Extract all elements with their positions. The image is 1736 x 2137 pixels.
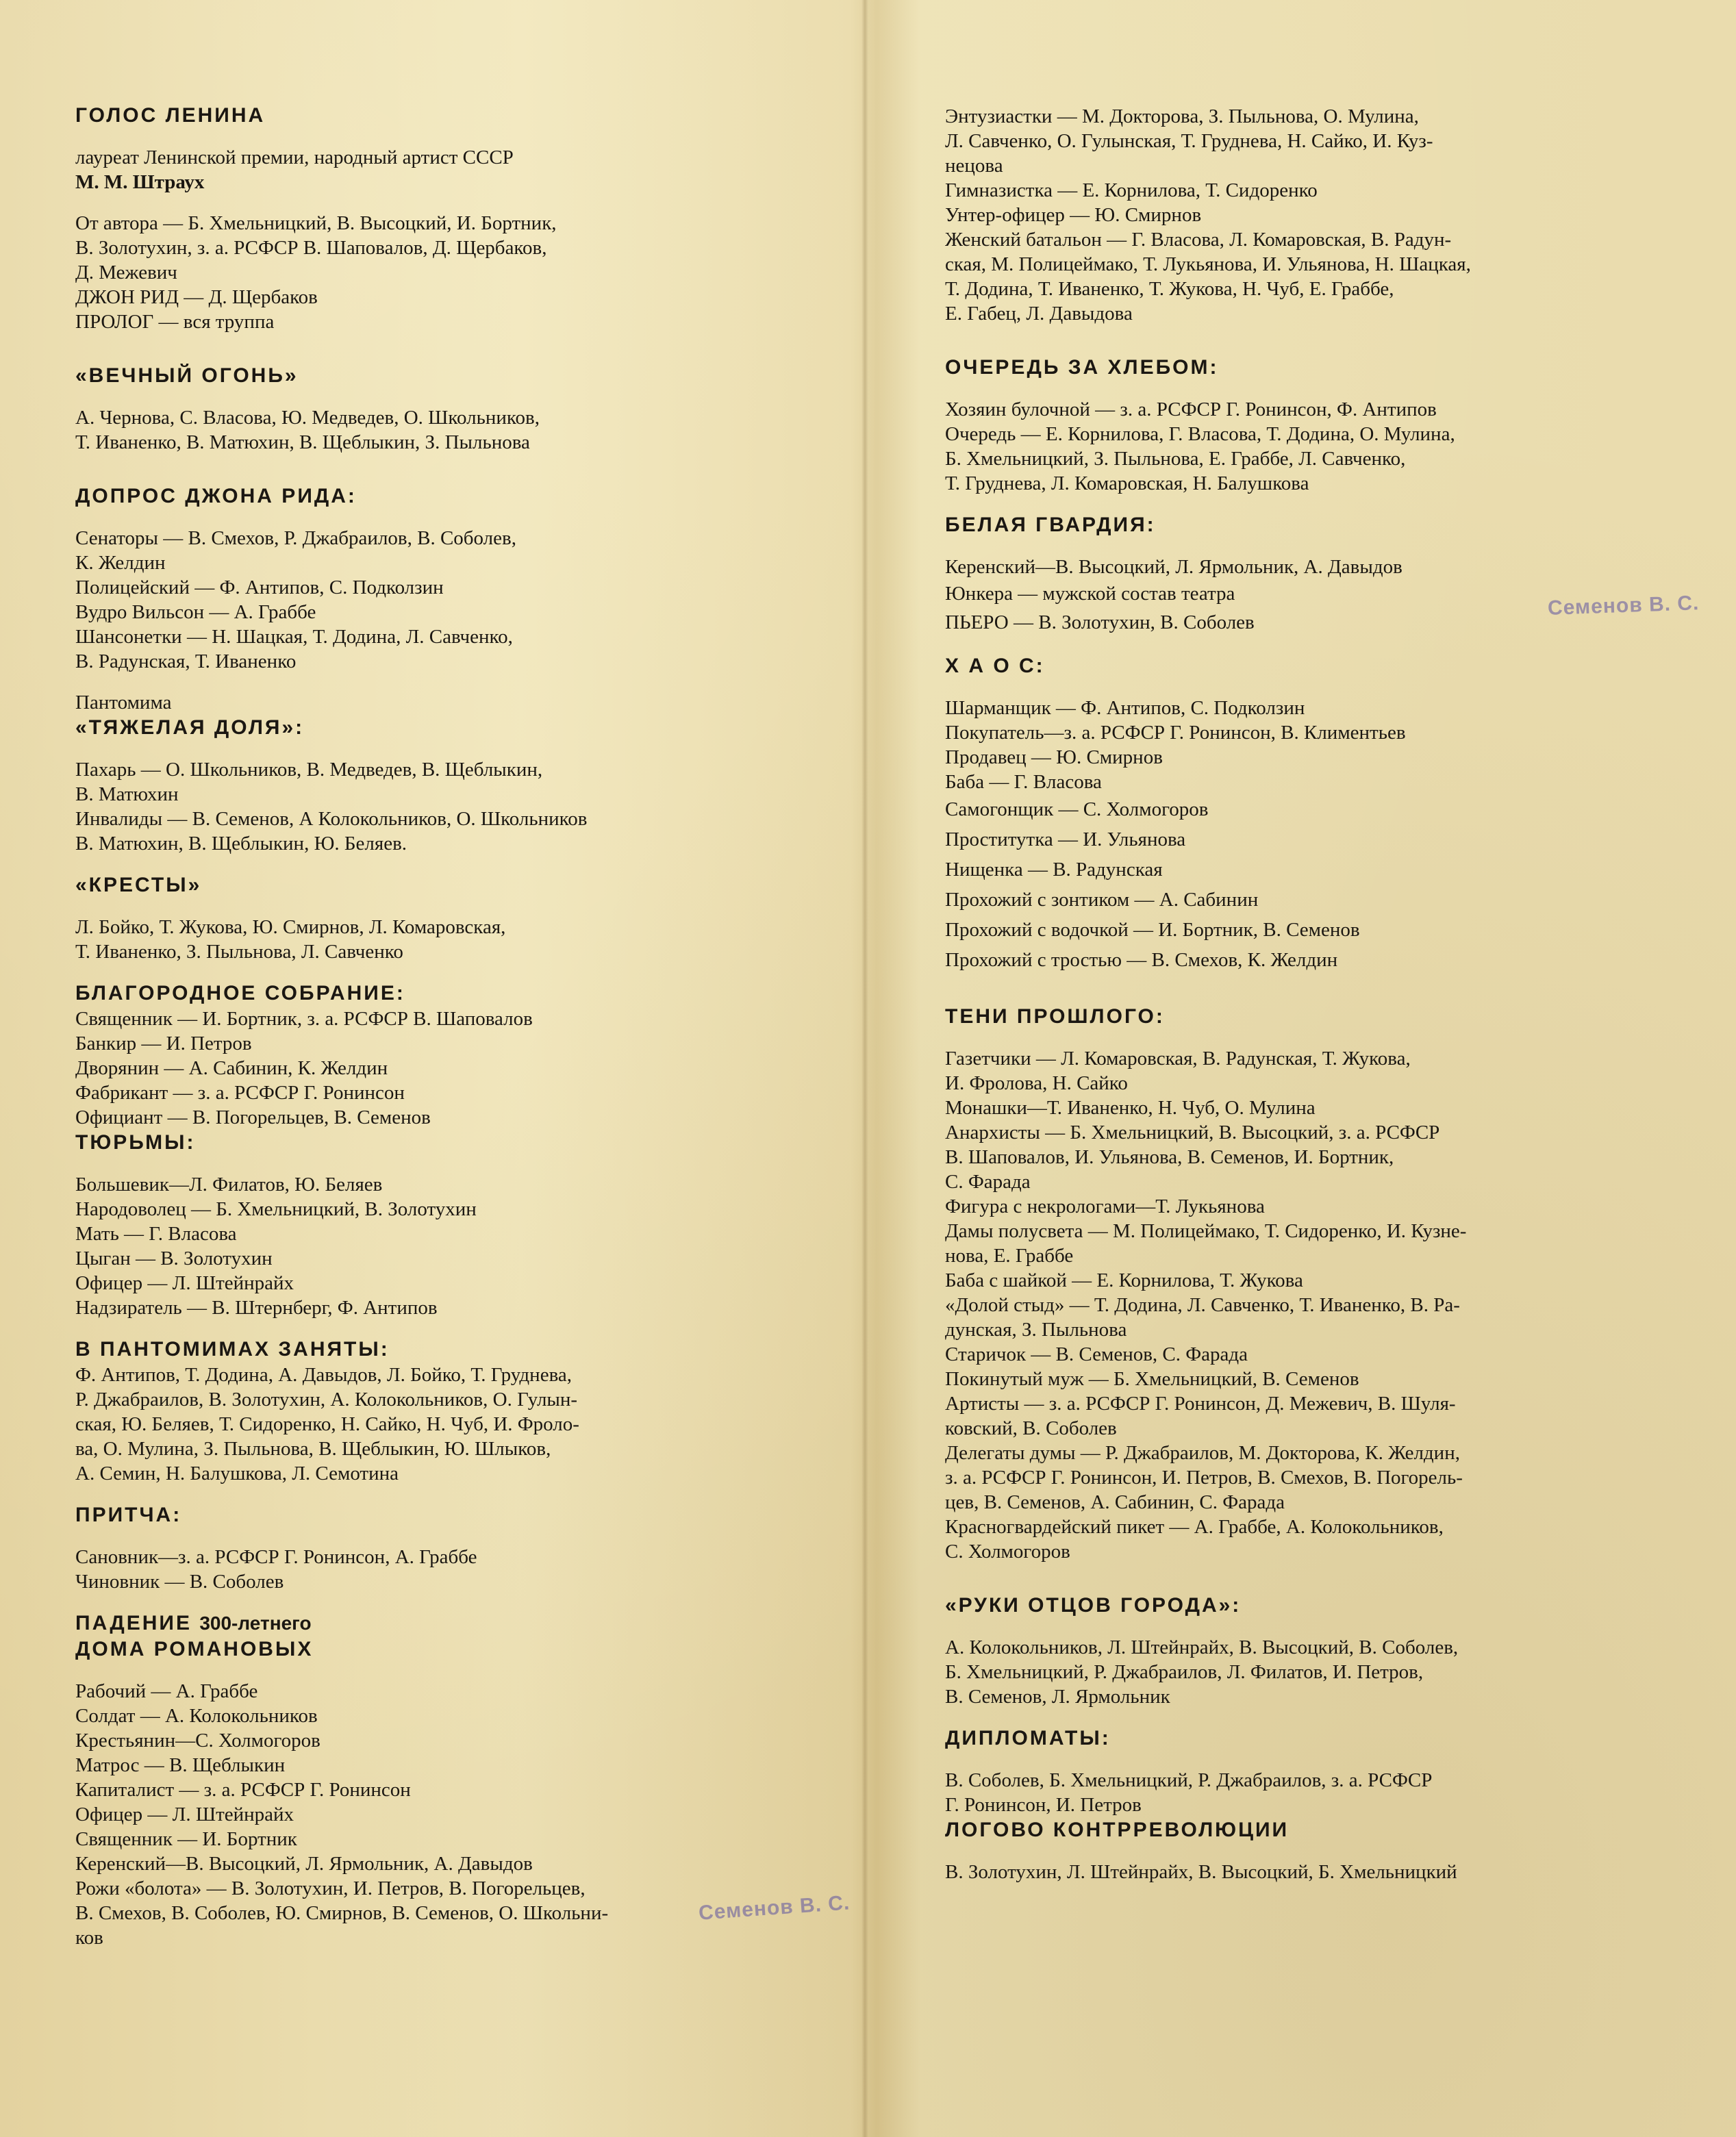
cast-line: Пахарь — О. Школьников, В. Медведев, В. Щеблыкин,: [75, 759, 543, 781]
cast-line: Вудро Вильсон — А. Граббе: [75, 601, 316, 623]
cast-line: В. Смехов, В. Соболев, Ю. Смирнов, В. Семенов, О. Школьни-: [75, 1902, 609, 1924]
section-title: ПРИТЧА:: [75, 1504, 182, 1526]
cast-line: Полицейский — Ф. Антипов, С. Подколзин: [75, 577, 444, 598]
section-title: В ПАНТОМИМАХ ЗАНЯТЫ:: [75, 1338, 390, 1361]
cast-line: Р. Джабраилов, В. Золотухин, А. Колокольников, О. Гулын-: [75, 1389, 578, 1411]
cast-line: Хозяин булочной — з. а. РСФСР Г. Ронинсон, Ф. Антипов: [945, 399, 1437, 420]
cast-line: Крестьянин—С. Холмогоров: [75, 1730, 320, 1752]
cast-line: лауреат Ленинской премии, народный артист СССР: [75, 147, 514, 168]
cast-line: Рожи «болота» — В. Золотухин, И. Петров, В. Погорельцев,: [75, 1877, 586, 1899]
section-title-part: ПАДЕНИЕ: [75, 1612, 192, 1634]
cast-line: Юнкера — мужской состав театра: [945, 583, 1235, 605]
cast-line: Женский батальон — Г. Власова, Л. Комаровская, В. Радун-: [945, 229, 1452, 251]
cast-line: ковский, В. Соболев: [945, 1417, 1117, 1439]
cast-line: В. Семенов, Л. Ярмольник: [945, 1686, 1170, 1708]
cast-line: Ф. Антипов, Т. Додина, А. Давыдов, Л. Бойко, Т. Груднева,: [75, 1364, 572, 1386]
cast-line: Прохожий с водочкой — И. Бортник, В. Семенов: [945, 919, 1360, 941]
cast-line: Б. Хмельницкий, З. Пыльнова, Е. Граббе, Л. Савченко,: [945, 448, 1406, 470]
cast-line: ДЖОН РИД — Д. Щербаков: [75, 286, 318, 308]
section-title: ДОПРОС ДЖОНА РИДА:: [75, 485, 357, 507]
ink-stamp: Семенов В. С.: [698, 1891, 851, 1925]
cast-line: цев, В. Семенов, А. Сабинин, С. Фарада: [945, 1491, 1285, 1513]
cast-line: ПРОЛОГ — вся труппа: [75, 311, 275, 333]
cast-line: Шарманщик — Ф. Антипов, С. Подколзин: [945, 697, 1305, 719]
cast-line: Дворянин — А. Сабинин, К. Желдин: [75, 1057, 388, 1079]
cast-line: ПЬЕРО — В. Золотухин, В. Соболев: [945, 611, 1255, 633]
cast-line: Капиталист — з. а. РСФСР Г. Ронинсон: [75, 1779, 411, 1801]
cast-line: Рабочий — А. Граббе: [75, 1680, 258, 1702]
cast-line: В. Радунская, Т. Иваненко: [75, 650, 297, 672]
cast-line: Банкир — И. Петров: [75, 1033, 252, 1054]
cast-line: С. Холмогоров: [945, 1541, 1070, 1563]
cast-line: Надзиратель — В. Штернберг, Ф. Антипов: [75, 1297, 438, 1319]
cast-line: Солдат — А. Колокольников: [75, 1705, 318, 1727]
section-title: ЛОГОВО КОНТРРЕВОЛЮЦИИ: [945, 1819, 1290, 1841]
section-title: «КРЕСТЫ»: [75, 874, 202, 896]
cast-line: Продавец — Ю. Смирнов: [945, 746, 1163, 768]
cast-line: Д. Межевич: [75, 262, 177, 283]
cast-line: нецова: [945, 155, 1003, 177]
section-title: БЕЛАЯ ГВАРДИЯ:: [945, 514, 1156, 536]
cast-line: Баба с шайкой — Е. Корнилова, Т. Жукова: [945, 1269, 1303, 1291]
cast-line: В. Золотухин, з. а. РСФСР В. Шаповалов, Д. Щербаков,: [75, 237, 547, 259]
cast-line: В. Матюхин, В. Щеблыкин, Ю. Беляев.: [75, 833, 407, 855]
cast-line: Матрос — В. Щеблыкин: [75, 1754, 286, 1776]
cast-line: Сенаторы — В. Смехов, Р. Джабраилов, В. Соболев,: [75, 527, 516, 549]
cast-line: А. Чернова, С. Власова, Ю. Медведев, О. Школьников,: [75, 407, 540, 429]
cast-line: Баба — Г. Власова: [945, 771, 1102, 793]
cast-line: Покупатель—з. а. РСФСР Г. Ронинсон, В. Климентьев: [945, 722, 1406, 744]
cast-line: Дамы полусвета — М. Полицеймако, Т. Сидоренко, И. Кузне-: [945, 1220, 1467, 1242]
cast-line: Делегаты думы — Р. Джабраилов, М. Докторова, К. Желдин,: [945, 1442, 1460, 1464]
right-column: [945, 104, 1685, 1884]
cast-line: Монашки—Т. Иваненко, Н. Чуб, О. Мулина: [945, 1097, 1316, 1119]
cast-line: Т. Груднева, Л. Комаровская, Н. Балушкова: [945, 472, 1309, 494]
cast-line: Цыган — В. Золотухин: [75, 1248, 273, 1269]
cast-line: Л. Савченко, О. Гулынская, Т. Груднева, Н. Сайко, И. Куз-: [945, 130, 1433, 152]
section-title-part: 300-летнего: [199, 1613, 312, 1634]
cast-line: ская, М. Полицеймако, Т. Лукьянова, И. Ульянова, Н. Шацкая,: [945, 253, 1471, 275]
cast-line: В. Золотухин, Л. Штейнрайх, В. Высоцкий, Б. Хмельницкий: [945, 1861, 1457, 1883]
cast-line: Офицер — Л. Штейнрайх: [75, 1804, 294, 1825]
cast-line: Официант — В. Погорельцев, В. Семенов: [75, 1107, 431, 1128]
cast-line: Т. Додина, Т. Иваненко, Т. Жукова, Н. Чуб, Е. Граббе,: [945, 278, 1394, 300]
cast-line: нова, Е. Граббе: [945, 1245, 1074, 1267]
cast-line: Прохожий с тростью — В. Смехов, К. Желдин: [945, 949, 1338, 971]
section-title: [75, 1610, 829, 1636]
cast-line: С. Фарада: [945, 1171, 1031, 1193]
cast-line: Газетчики — Л. Комаровская, В. Радунская, Т. Жукова,: [945, 1048, 1411, 1070]
section-pretitle: Пантомима: [75, 692, 172, 713]
cast-line: Проститутка — И. Ульянова: [945, 829, 1186, 850]
cast-line: Старичок — В. Семенов, С. Фарада: [945, 1343, 1248, 1365]
ink-stamp: Семенов В. С.: [1547, 592, 1700, 620]
page-fold: [861, 0, 868, 2137]
section-title: ДИПЛОМАТЫ:: [945, 1727, 1111, 1749]
cast-line: Шансонетки — Н. Шацкая, Т. Додина, Л. Савченко,: [75, 626, 513, 648]
cast-line: А. Колокольников, Л. Штейнрайх, В. Высоцкий, В. Соболев,: [945, 1636, 1459, 1658]
cast-line: Унтер-офицер — Ю. Смирнов: [945, 204, 1202, 226]
cast-line: От автора — Б. Хмельницкий, В. Высоцкий, И. Бортник,: [75, 212, 557, 234]
cast-line: В. Матюхин: [75, 783, 179, 805]
cast-line: Чиновник — В. Соболев: [75, 1571, 284, 1593]
cast-line: Красногвардейский пикет — А. Граббе, А. Колокольников,: [945, 1516, 1444, 1538]
cast-line: А. Семин, Н. Балушкова, Л. Семотина: [75, 1463, 399, 1484]
cast-line: «Долой стыд» — Т. Додина, Л. Савченко, Т. Иваненко, В. Ра-: [945, 1294, 1460, 1316]
cast-line: Сановник—з. а. РСФСР Г. Ронинсон, А. Граббе: [75, 1546, 477, 1568]
cast-line: Т. Иваненко, В. Матюхин, В. Щеблыкин, З. Пыльнова: [75, 431, 530, 453]
cast-line: Артисты — з. а. РСФСР Г. Ронинсон, Д. Межевич, В. Шуля-: [945, 1393, 1456, 1415]
cast-line: Гимназистка — Е. Корнилова, Т. Сидоренко: [945, 179, 1318, 201]
section-title: ДОМА РОМАНОВЫХ: [75, 1638, 314, 1660]
cast-line: Л. Бойко, Т. Жукова, Ю. Смирнов, Л. Комаровская,: [75, 916, 506, 938]
cast-line: Покинутый муж — Б. Хмельницкий, В. Семенов: [945, 1368, 1359, 1390]
section-title: «РУКИ ОТЦОВ ГОРОДА»:: [945, 1594, 1242, 1617]
cast-line: Т. Иваненко, З. Пыльнова, Л. Савченко: [75, 941, 403, 963]
section-title: ТЕНИ ПРОШЛОГО:: [945, 1005, 1165, 1028]
cast-line: Инвалиды — В. Семенов, А Колокольников, О. Школьников: [75, 808, 588, 830]
left-column: [75, 103, 829, 1950]
section-title: «ТЯЖЕЛАЯ ДОЛЯ»:: [75, 716, 305, 739]
cast-line: В. Соболев, Б. Хмельницкий, Р. Джабраилов, з. а. РСФСР: [945, 1769, 1433, 1791]
section-title: ОЧЕРЕДЬ ЗА ХЛЕБОМ:: [945, 356, 1219, 379]
section-title: Х А О С:: [945, 655, 1045, 677]
cast-line: Офицер — Л. Штейнрайх: [75, 1272, 294, 1294]
cast-line: К. Желдин: [75, 552, 166, 574]
cast-line: Священник — И. Бортник, з. а. РСФСР В. Шаповалов: [75, 1008, 533, 1030]
cast-line: И. Фролова, Н. Сайко: [945, 1072, 1128, 1094]
cast-line: Мать — Г. Власова: [75, 1223, 237, 1245]
cast-line: Е. Габец, Л. Давыдова: [945, 303, 1133, 325]
cast-line: Керенский—В. Высоцкий, Л. Ярмольник, А. Давыдов: [945, 556, 1402, 578]
cast-line: Очередь — Е. Корнилова, Г. Власова, Т. Додина, О. Мулина,: [945, 423, 1455, 445]
cast-line: Анархисты — Б. Хмельницкий, В. Высоцкий, з. а. РСФСР: [945, 1122, 1440, 1143]
cast-line: В. Шаповалов, И. Ульянова, В. Семенов, И. Бортник,: [945, 1146, 1394, 1168]
cast-line: ков: [75, 1927, 103, 1949]
cast-line: Керенский—В. Высоцкий, Л. Ярмольник, А. Давыдов: [75, 1853, 533, 1875]
cast-line: Большевик—Л. Филатов, Ю. Беляев: [75, 1174, 383, 1196]
cast-line: Фигура с некрологами—Т. Лукьянова: [945, 1196, 1265, 1217]
cast-line: ва, О. Мулина, З. Пыльнова, В. Щеблыкин, Ю. Шлыков,: [75, 1438, 551, 1460]
cast-line: Священник — И. Бортник: [75, 1828, 297, 1850]
cast-line: з. а. РСФСР Г. Ронинсон, И. Петров, В. Смехов, В. Погорель-: [945, 1467, 1463, 1489]
cast-line: дунская, З. Пыльнова: [945, 1319, 1127, 1341]
cast-line: Прохожий с зонтиком — А. Сабинин: [945, 889, 1259, 911]
cast-line: М. М. Штраух: [75, 171, 205, 193]
section-title: «ВЕЧНЫЙ ОГОНЬ»: [75, 364, 299, 387]
section-title: ГОЛОС ЛЕНИНА: [75, 104, 266, 127]
section-title: БЛАГОРОДНОЕ СОБРАНИЕ:: [75, 982, 405, 1004]
cast-line: Фабрикант — з. а. РСФСР Г. Ронинсон: [75, 1082, 405, 1104]
cast-line: Г. Ронинсон, И. Петров: [945, 1794, 1142, 1816]
cast-line: Энтузиастки — М. Докторова, З. Пыльнова, О. Мулина,: [945, 105, 1419, 127]
cast-line: Б. Хмельницкий, Р. Джабраилов, Л. Филатов, И. Петров,: [945, 1661, 1424, 1683]
cast-line: ская, Ю. Беляев, Т. Сидоренко, Н. Сайко, Н. Чуб, И. Фроло-: [75, 1413, 579, 1435]
cast-line: Самогонщик — С. Холмогоров: [945, 798, 1209, 820]
cast-line: Народоволец — Б. Хмельницкий, В. Золотухин: [75, 1198, 477, 1220]
section-title: ТЮРЬМЫ:: [75, 1131, 196, 1154]
cast-line: Нищенка — В. Радунская: [945, 859, 1163, 881]
